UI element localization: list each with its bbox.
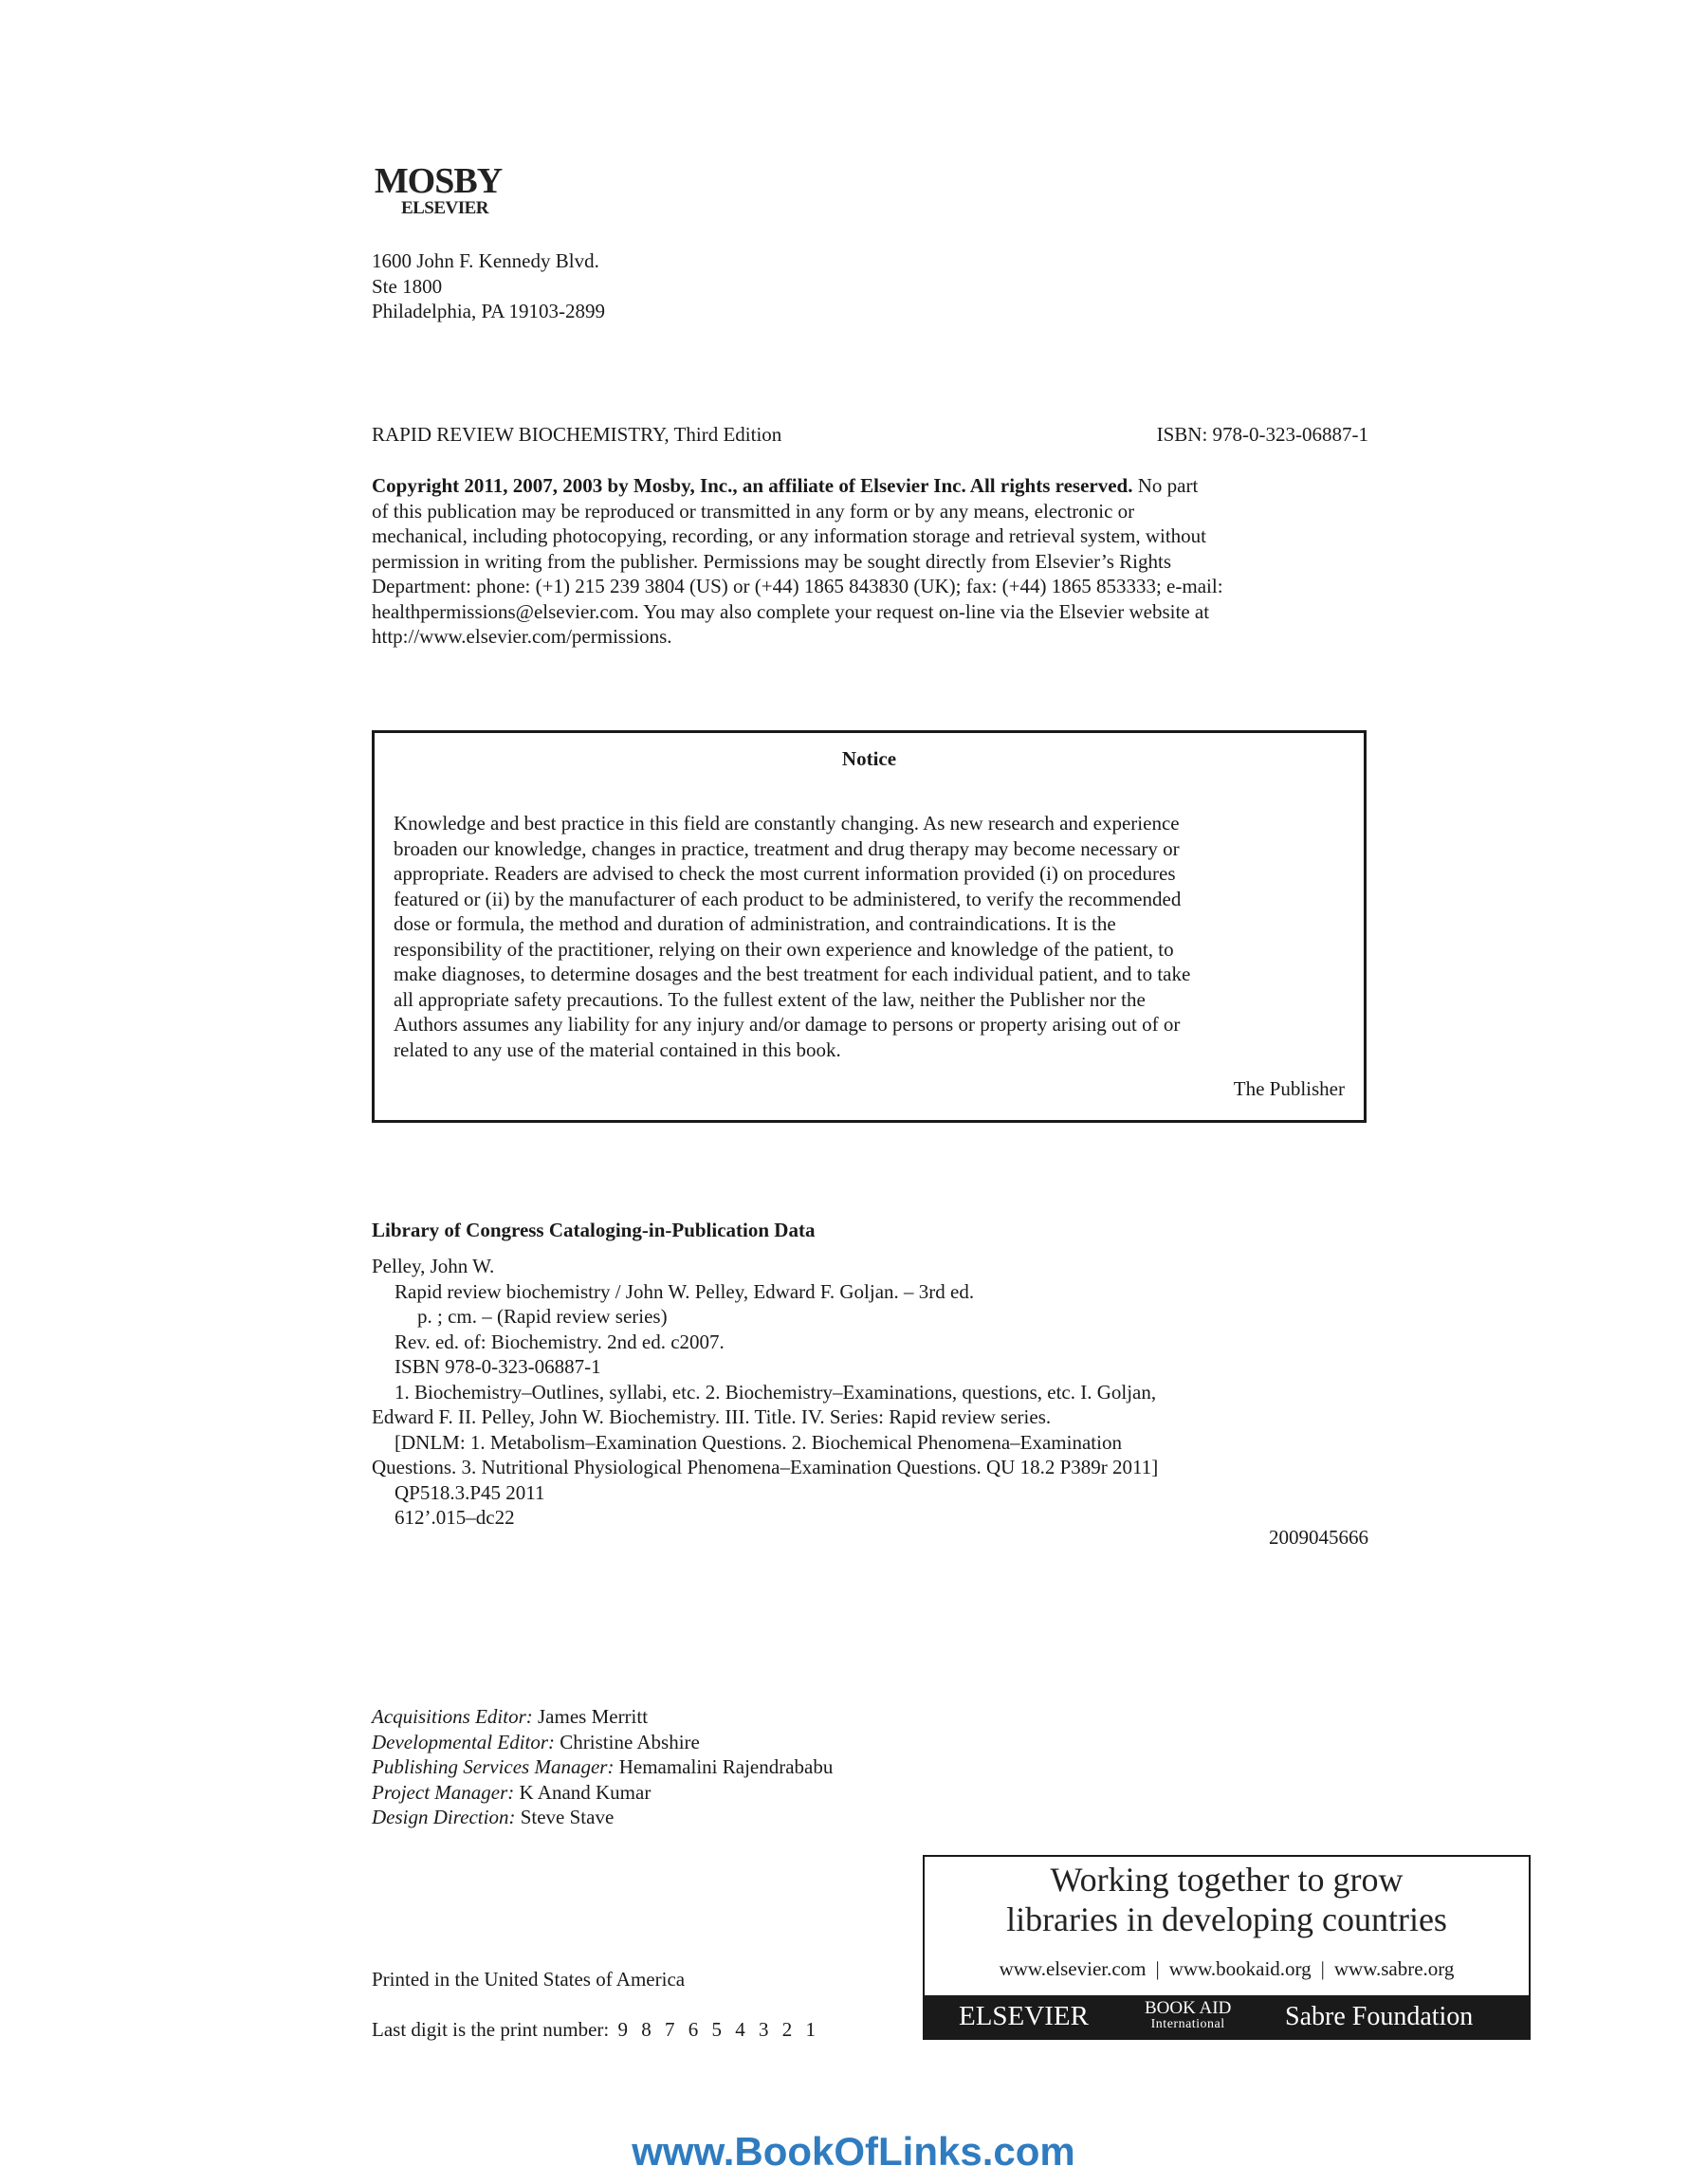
- printed-in: Printed in the United States of America: [372, 1968, 686, 1991]
- sabre-logo: Sabre Foundation: [1285, 2002, 1474, 2031]
- copyright-line: of this publication may be reproduced or transmitted in any form or by any means, electronic or: [372, 499, 1135, 523]
- ad-logo-bar: [925, 1995, 1529, 2038]
- editor-role: Design Direction:: [372, 1806, 516, 1828]
- copyright-line: http://www.elsevier.com/permissions.: [372, 625, 672, 648]
- notice-line: responsibility of the practitioner, relying on their own experience and knowledge of the patient, to: [394, 937, 1174, 961]
- cip-line: Questions. 3. Nutritional Physiological Phenomena–Examination Questions. QU 18.2 P389r 2011]: [372, 1456, 1159, 1478]
- cip-data: [372, 1254, 1368, 1531]
- ad-link-separator: |: [1155, 1957, 1160, 1980]
- cip-control-number: 2009045666: [1269, 1526, 1368, 1549]
- isbn: ISBN: 978-0-323-06887-1: [1156, 423, 1368, 446]
- editor-line: [372, 1754, 833, 1780]
- address-line: Philadelphia, PA 19103-2899: [372, 300, 605, 322]
- address-line: Ste 1800: [372, 274, 443, 298]
- notice-line: Knowledge and best practice in this field are constantly changing. As new research and experience: [394, 812, 1180, 835]
- copyright-paragraph: [372, 473, 1368, 650]
- cip-line: Rapid review biochemistry / John W. Pelley, Edward F. Goljan. – 3rd ed.: [395, 1279, 975, 1303]
- notice-line: all appropriate safety precautions. To the fullest extent of the law, neither the Publisher nor the: [394, 987, 1146, 1011]
- editor-role: Developmental Editor:: [372, 1730, 556, 1753]
- ad-link-separator: |: [1320, 1957, 1325, 1980]
- notice-box: [372, 730, 1367, 1123]
- elsevier-logo: ELSEVIER: [959, 2001, 1089, 2031]
- cip-line: Rev. ed. of: Biochemistry. 2nd ed. c2007.: [395, 1330, 725, 1353]
- logo-elsevier: ELSEVIER: [400, 198, 489, 218]
- notice-line: dose or formula, the method and duration of administration, and contraindications. It is the: [394, 912, 1116, 935]
- cip-line: Edward F. II. Pelley, John W. Biochemistry. III. Title. IV. Series: Rapid review series.: [372, 1405, 1052, 1428]
- editor-role: Publishing Services Manager:: [372, 1755, 615, 1778]
- cip-line: QP518.3.P45 2011: [395, 1480, 545, 1504]
- logo-mosby: MOSBY: [374, 161, 503, 201]
- editor-line: [372, 1704, 833, 1730]
- notice-line: appropriate. Readers are advised to check the most current information provided (i) on procedures: [394, 862, 1176, 885]
- book-aid-advertisement: [923, 1855, 1531, 2040]
- cip-line: ISBN 978-0-323-06887-1: [395, 1355, 601, 1378]
- editor-line: [372, 1805, 833, 1830]
- ad-link-elsevier[interactable]: www.elsevier.com: [999, 1957, 1147, 1980]
- print-number-digits: 9 8 7 6 5 4 3 2 1: [617, 2018, 816, 2041]
- ad-link-bookaid[interactable]: www.bookaid.org: [1168, 1957, 1312, 1980]
- cip-line: 612’.015–dc22: [395, 1506, 515, 1529]
- ad-headline-2: libraries in developing countries: [1006, 1900, 1447, 1938]
- cip-line: 1. Biochemistry–Outlines, syllabi, etc. 2. Biochemistry–Examinations, questions, etc. I. Goljan,: [395, 1380, 1157, 1404]
- ad-headline-1: Working together to grow: [1050, 1861, 1404, 1899]
- editor-name: James Merritt: [532, 1705, 649, 1728]
- cip-line: Pelley, John W.: [372, 1255, 495, 1277]
- copyright-line: healthpermissions@elsevier.com. You may also complete your request on-line via the Elsevier website at: [372, 599, 1210, 623]
- notice-line: Authors assumes any liability for any injury and/or damage to persons or property arising out of or: [394, 1013, 1181, 1036]
- copyright-line: [372, 473, 1368, 499]
- copyright-line: Department: phone: (+1) 215 239 3804 (US) or (+44) 1865 843830 (UK); fax: (+44) 1865 853333; e-mail:: [372, 575, 1223, 597]
- notice-line: related to any use of the material contained in this book.: [394, 1037, 841, 1061]
- editor-credits: [372, 1704, 833, 1830]
- copyright-line: permission in writing from the publisher. Permissions may be sought directly from Elsevier’s Rights: [372, 549, 1172, 573]
- address-line: 1600 John F. Kennedy Blvd.: [372, 249, 599, 272]
- notice-signature: The Publisher: [1233, 1077, 1345, 1100]
- bookaid-logo-line2: International: [1150, 2017, 1225, 2031]
- editor-name: K Anand Kumar: [514, 1780, 652, 1804]
- editor-line: [372, 1780, 833, 1806]
- notice-body: [394, 811, 1345, 1062]
- bookaid-logo: [1145, 1999, 1231, 2031]
- editor-name: Christine Abshire: [555, 1730, 700, 1753]
- cip-line: [DNLM: 1. Metabolism–Examination Questions. 2. Biochemical Phenomena–Examination: [395, 1430, 1122, 1454]
- copyright-line: mechanical, including photocopying, recording, or any information storage and retrieval system, without: [372, 524, 1207, 547]
- cip-heading: Library of Congress Cataloging-in-Publication Data: [372, 1219, 816, 1241]
- ad-link-sabre[interactable]: www.sabre.org: [1333, 1957, 1455, 1980]
- notice-line: featured or (ii) by the manufacturer of each product to be administered, to verify the recommended: [394, 887, 1182, 910]
- book-title: RAPID REVIEW BIOCHEMISTRY, Third Edition: [372, 423, 782, 446]
- footer-watermark-link[interactable]: www.BookOfLinks.com: [632, 2129, 1075, 2174]
- print-number-line: [372, 2017, 816, 2043]
- editor-role: Acquisitions Editor:: [372, 1705, 533, 1728]
- cip-line: p. ; cm. – (Rapid review series): [417, 1305, 668, 1328]
- title-line: [372, 422, 1368, 448]
- copyright-bold: Copyright 2011, 2007, 2003 by Mosby, Inc., an affiliate of Elsevier Inc. All rights reserved.: [372, 474, 1133, 497]
- copyright-text: No part: [1132, 474, 1199, 497]
- notice-title: Notice: [841, 747, 897, 770]
- editor-line: [372, 1730, 833, 1755]
- editor-role: Project Manager:: [372, 1780, 515, 1804]
- print-number-label: Last digit is the print number:: [372, 2018, 610, 2041]
- editor-name: Hemamalini Rajendrababu: [614, 1755, 834, 1778]
- publisher-logo: [372, 163, 505, 218]
- bookaid-logo-line1: BOOK AID: [1145, 1998, 1232, 2018]
- editor-name: Steve Stave: [515, 1806, 615, 1828]
- notice-line: make diagnoses, to determine dosages and the best treatment for each individual patient, and to take: [394, 963, 1191, 985]
- notice-line: broaden our knowledge, changes in practice, treatment and drug therapy may become necessary or: [394, 836, 1180, 860]
- publisher-address: [372, 248, 605, 324]
- ad-links: [925, 1957, 1529, 1980]
